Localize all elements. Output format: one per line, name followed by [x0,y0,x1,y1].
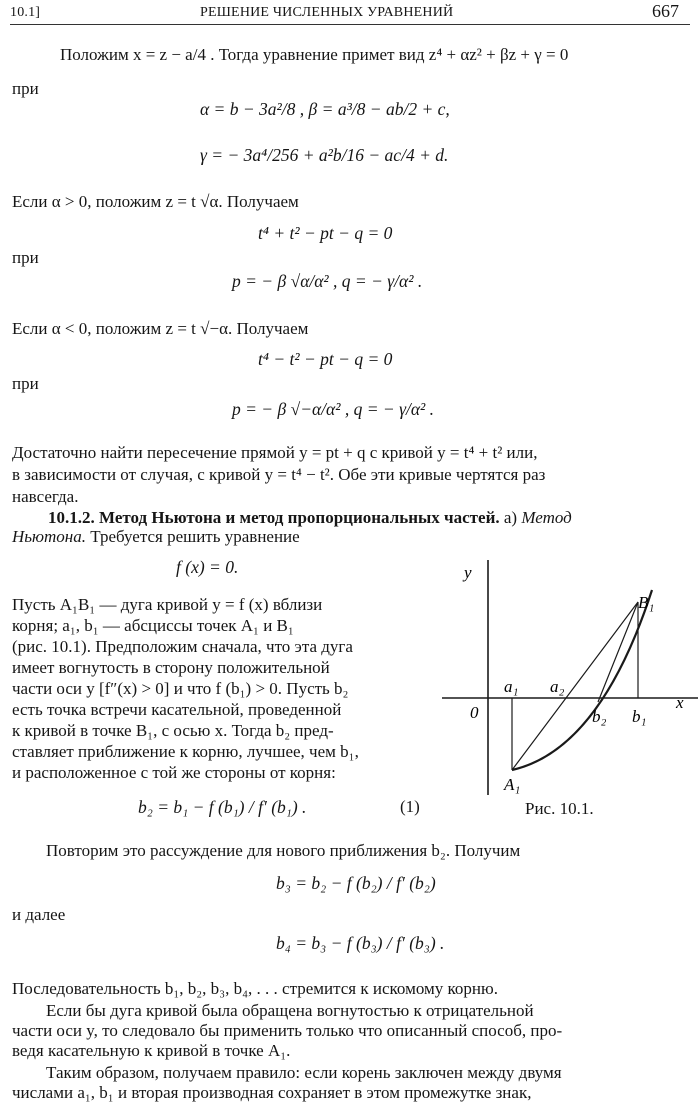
text-line: Если α > 0, положим z = t √α. Получаем [12,192,299,211]
figure-caption: Рис. 10.1. [525,799,594,818]
paragraph-line: к кривой в точке B₁, с осью x. Тогда b₂ пред- [12,721,334,740]
label-B1: B₁ [638,593,655,612]
section-heading [48,509,572,528]
section-item-marker: а) [503,508,518,527]
label-A1: A₁ [504,775,521,794]
method-name: Ньютона. [12,527,86,546]
paragraph-line: имеет вогнутость в сторону положительной [12,658,330,677]
paragraph-line: есть точка встречи касательной, проведенной [12,700,342,719]
running-title: РЕШЕНИЕ ЧИСЛЕННЫХ УРАВНЕНИЙ [200,5,454,20]
tangent-at-b1 [598,602,638,702]
text-line: Положим x = z − a/4 . Тогда уравнение примет вид z⁴ + αz² + βz + γ = 0 [60,45,569,64]
equation: b₃ = b₂ − f (b₂) / f′ (b₂) [276,873,436,893]
paragraph-line: части оси y [f″(x) > 0] и что f (b₁) > 0. Пусть b₂ [12,679,349,698]
equation: p = − β √−α/α² , q = − γ/α² . [232,399,435,419]
text-line: Если α < 0, положим z = t √−α. Получаем [12,319,309,338]
section-heading-title: Метод Ньютона и метод пропорциональных частей. [99,508,500,527]
figure-svg [440,560,700,820]
equation: t⁴ − t² − pt − q = 0 [258,349,393,369]
equation: t⁴ + t² − pt − q = 0 [258,223,393,243]
paragraph-line: в зависимости от случая, с кривой y = t⁴ − t². Обе эти кривые чертятся раз [12,465,546,484]
paragraph-line: Таким образом, получаем правило: если корень заключен между двумя [46,1063,562,1082]
section-heading-number: 10.1.2. [48,508,95,527]
equation: α = b − 3a²/8 , β = a³/8 − ab/2 + c, [200,99,450,119]
label-a1: a₁ [504,677,519,696]
header-rule [10,24,690,25]
paragraph-line: части оси y, то следовало бы применить только что описанный способ, про- [12,1021,563,1040]
equation: f (x) = 0. [176,557,239,577]
label-b1: b₁ [632,707,647,726]
text-line: при [12,248,39,267]
paragraph-line: Пусть A₁B₁ — дуга кривой y = f (x) вблизи [12,595,323,614]
paragraph-line: навсегда. [12,487,79,506]
section-number: 10.1] [10,5,41,20]
equation: b₄ = b₃ − f (b₃) / f′ (b₃) . [276,933,445,953]
label-origin: 0 [470,703,479,722]
paragraph-line: и далее [12,905,66,924]
paragraph-line: и расположенное с той же стороны от корня: [12,763,336,782]
paragraph-line: ставляет приближение к корню, лучшее, чем b₁, [12,742,359,761]
chord-a1-b1 [512,602,638,770]
equation-1: b₂ = b₁ − f (b₁) / f′ (b₁) . [138,797,307,817]
equation: p = − β √α/α² , q = − γ/α² . [232,271,423,291]
text-line: при [12,79,39,98]
paragraph-line: числами a₁, b₁ и вторая производная сохраняет в этом промежутке знак, [12,1083,532,1102]
text-fragment: Требуется решить уравнение [90,527,300,546]
figure-10-1 [440,560,700,820]
page-number: 667 [652,1,679,21]
label-b2: b₂ [592,707,607,726]
equation: γ = − 3a⁴/256 + a²b/16 − ac/4 + d. [200,145,449,165]
paragraph-line: Достаточно найти пересечение прямой y = pt + q с кривой y = t⁴ + t² или, [12,443,538,462]
paragraph-line: Повторим это рассуждение для нового приближения b₂. Получим [46,841,521,860]
label-a2: a₂ [550,677,565,696]
paragraph-line: ведя касательную к кривой в точке A₁. [12,1041,291,1060]
paragraph-line: (рис. 10.1). Предположим сначала, что эта дуга [12,637,353,656]
section-item-title: Метод [521,508,572,527]
paragraph-line: корня; a₁, b₁ — абсциссы точек A₁ и B₁ [12,616,294,635]
label-y-axis: y [464,563,472,582]
text-line: при [12,374,39,393]
label-x-axis: x [676,693,684,712]
paragraph-line: Если бы дуга кривой была обращена вогнутостью к отрицательной [46,1001,534,1020]
text-line [12,528,300,547]
equation-number: (1) [400,797,420,816]
paragraph-line: Последовательность b₁, b₂, b₃, b₄, . . . стремится к искомому корню. [12,979,498,998]
